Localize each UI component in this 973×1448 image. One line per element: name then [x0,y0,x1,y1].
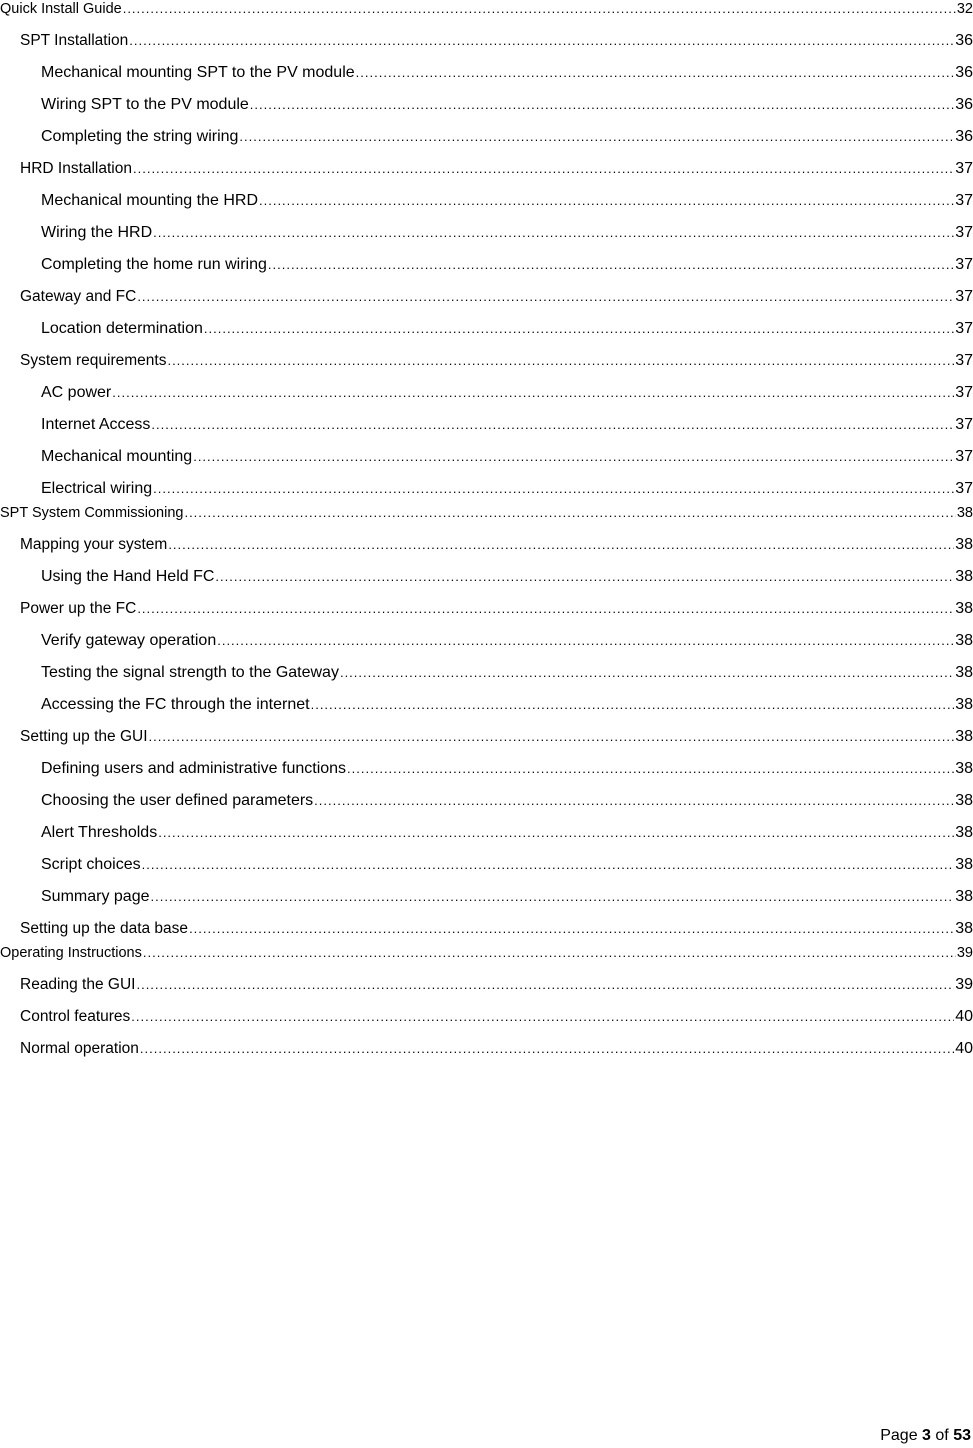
toc-entry[interactable] [0,178,973,210]
toc-entry[interactable] [0,994,973,1026]
toc-entry-page-number: 38 [955,728,973,745]
toc-entry[interactable] [0,962,973,994]
toc-entry-title: Setting up the data base [0,920,189,938]
toc-entry-title: Mapping your system [0,536,168,554]
toc-entry-page-number: 32 [956,1,973,17]
toc-dot-leader [136,976,954,994]
toc-entry-page-number: 38 [955,792,973,809]
toc-entry-title: Completing the string wiring [0,128,239,146]
toc-entry-title: Accessing the FC through the internet [0,696,311,714]
toc-entry[interactable] [0,778,973,810]
toc-entry-page-number: 37 [955,352,973,369]
toc-entry-title: Gateway and FC [0,288,137,306]
toc-dot-leader [184,504,955,522]
toc-entry-title: Mechanical mounting SPT to the PV module [0,64,356,82]
toc-dot-leader [347,760,954,778]
toc-entry[interactable] [0,434,973,466]
toc-dot-leader [151,888,955,906]
toc-entry-title: Internet Access [0,416,151,434]
toc-dot-leader [153,480,954,498]
toc-dot-leader [167,352,954,370]
toc-entry-page-number: 38 [956,505,973,521]
toc-dot-leader [311,696,955,714]
toc-dot-leader [140,1040,954,1058]
toc-entry[interactable] [0,50,973,82]
toc-dot-leader [215,568,954,586]
toc-entry[interactable] [0,714,973,746]
toc-entry-page-number: 37 [955,384,973,401]
page-footer [880,1427,971,1445]
toc-entry-title: Using the Hand Held FC [0,568,215,586]
toc-entry-page-number: 37 [955,480,973,497]
toc-entry-title: Power up the FC [0,600,137,618]
toc-entry-page-number: 40 [955,1008,973,1025]
toc-dot-leader [143,944,956,962]
toc-entry-title: Control features [0,1008,131,1026]
toc-entry-title: Reading the GUI [0,976,136,994]
toc-entry-page-number: 38 [955,632,973,649]
toc-entry-title: Setting up the GUI [0,728,149,746]
toc-entry-page-number: 36 [955,128,973,145]
toc-entry-title: Mechanical mounting the HRD [0,192,259,210]
toc-entry-page-number: 37 [955,160,973,177]
toc-dot-leader [142,856,955,874]
toc-entry-title: Defining users and administrative functions [0,760,347,778]
toc-entry[interactable] [0,370,973,402]
toc-entry-page-number: 37 [955,288,973,305]
toc-entry[interactable] [0,586,973,618]
toc-entry-title: Script choices [0,856,142,874]
toc-entry-title: Completing the home run wiring [0,256,268,274]
toc-entry[interactable] [0,522,973,554]
toc-dot-leader [137,288,954,306]
toc-entry-page-number: 36 [955,96,973,113]
toc-entry[interactable] [0,618,973,650]
toc-entry-page-number: 37 [955,192,973,209]
toc-dot-leader [193,448,954,466]
toc-entry[interactable] [0,306,973,338]
toc-entry[interactable] [0,810,973,842]
toc-entry-title: Wiring the HRD [0,224,153,242]
toc-entry-page-number: 38 [955,824,973,841]
toc-entry-title: Alert Thresholds [0,824,158,842]
toc-entry-title: SPT Installation [0,32,129,50]
toc-entry-title: Summary page [0,888,151,906]
toc-entry[interactable] [0,842,973,874]
toc-entry[interactable] [0,274,973,306]
toc-dot-leader [239,128,954,146]
toc-entry-title: Operating Instructions [0,945,142,961]
toc-entry-page-number: 36 [955,32,973,49]
toc-entry-title: Wiring SPT to the PV module [0,96,250,114]
toc-entry-title: Verify gateway operation [0,632,217,650]
toc-entry[interactable] [0,82,973,114]
footer-current-page: 3 [922,1427,931,1444]
footer-of-word: of [935,1427,949,1444]
toc-dot-leader [259,192,954,210]
toc-entry-page-number: 37 [955,224,973,241]
toc-entry-title: SPT System Commissioning [0,505,184,521]
toc-entry-page-number: 38 [955,856,973,873]
toc-entry-page-number: 38 [955,888,973,905]
toc-entry[interactable] [0,746,973,778]
toc-entry[interactable] [0,114,973,146]
toc-entry[interactable] [0,0,973,18]
footer-total-pages: 53 [953,1427,971,1444]
toc-entry-page-number: 38 [955,920,973,937]
toc-dot-leader [158,824,954,842]
toc-entry-title: Quick Install Guide [0,1,122,17]
toc-entry[interactable] [0,498,973,522]
toc-entry[interactable] [0,874,973,906]
toc-entry[interactable] [0,554,973,586]
toc-entry-page-number: 39 [956,945,973,961]
toc-entry-page-number: 38 [955,696,973,713]
toc-entry[interactable] [0,210,973,242]
toc-dot-leader [268,256,954,274]
toc-entry[interactable] [0,338,973,370]
footer-page-word: Page [880,1427,918,1444]
toc-dot-leader [204,320,954,338]
toc-entry[interactable] [0,1026,973,1058]
toc-entry-title: Choosing the user defined parameters [0,792,314,810]
toc-dot-leader [112,384,954,402]
toc-entry[interactable] [0,938,973,962]
toc-entry-title: System requirements [0,352,167,370]
toc-dot-leader [133,160,954,178]
toc-entry-page-number: 36 [955,64,973,81]
toc-entry-page-number: 37 [955,256,973,273]
toc-entry-title: AC power [0,384,112,402]
toc-entry[interactable] [0,146,973,178]
toc-entry-page-number: 38 [955,536,973,553]
toc-dot-leader [217,632,954,650]
toc-entry-page-number: 37 [955,416,973,433]
toc-dot-leader [250,96,954,114]
toc-entry[interactable] [0,466,973,498]
toc-entry[interactable] [0,402,973,434]
toc-entry[interactable] [0,18,973,50]
toc-entry[interactable] [0,906,973,938]
toc-dot-leader [340,664,954,682]
toc-dot-leader [356,64,955,82]
toc-entry-page-number: 39 [955,976,973,993]
toc-dot-leader [189,920,954,938]
toc-entry-page-number: 38 [955,760,973,777]
toc-dot-leader [151,416,954,434]
toc-entry-title: HRD Installation [0,160,133,178]
toc-entry-page-number: 38 [955,568,973,585]
toc-entry-page-number: 40 [955,1040,973,1057]
toc-dot-leader [131,1008,954,1026]
toc-entry-title: Location determination [0,320,204,338]
toc-dot-leader [123,0,956,18]
toc-dot-leader [168,536,954,554]
toc-dot-leader [153,224,954,242]
toc-entry[interactable] [0,242,973,274]
toc-dot-leader [137,600,954,618]
toc-entry-page-number: 37 [955,448,973,465]
toc-entry-title: Normal operation [0,1040,140,1058]
toc-entry[interactable] [0,650,973,682]
toc-dot-leader [129,32,954,50]
toc-entry-page-number: 38 [955,664,973,681]
toc-entry-page-number: 37 [955,320,973,337]
toc-dot-leader [149,728,955,746]
toc-entry-title: Mechanical mounting [0,448,193,466]
toc-entry[interactable] [0,682,973,714]
toc-entry-title: Electrical wiring [0,480,153,498]
toc-entry-page-number: 38 [955,600,973,617]
toc-entry-title: Testing the signal strength to the Gateway [0,664,340,682]
toc-dot-leader [314,792,954,810]
